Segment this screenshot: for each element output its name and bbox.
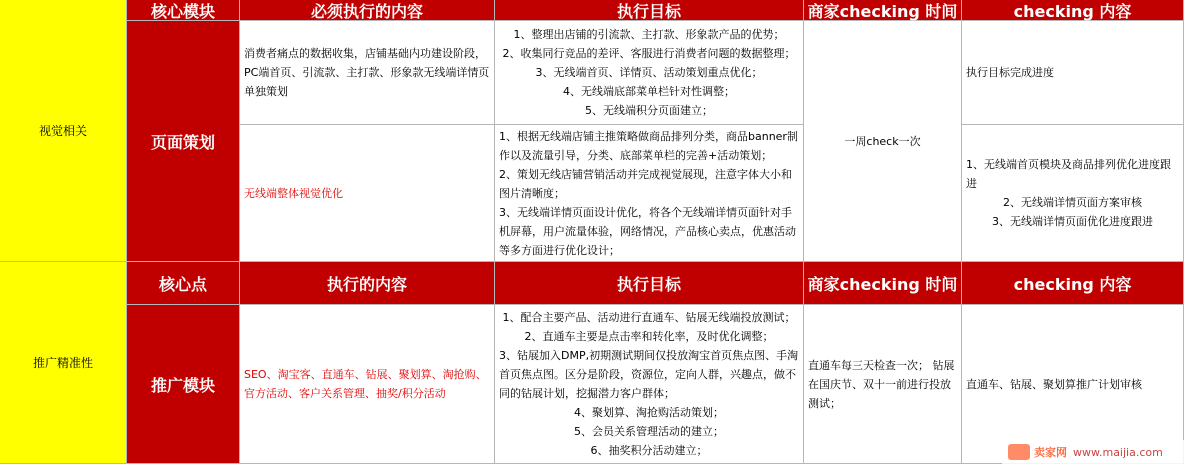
header-execution-goal-2: [495, 262, 804, 305]
row2-check-content: [962, 125, 1184, 262]
category-visual-label: 视觉相关: [38, 124, 87, 138]
goal-item: 1、整理出店铺的引流款、主打款、形象款产品的优势；: [513, 28, 785, 41]
goal-item: 3、无线端详情页面设计优化，将各个无线端详情页面针对手机屏幕，用户流量体验，网络情况，产品核心卖点，优惠活动等多方面进行优化设计；: [499, 205, 796, 257]
category-visual: [0, 0, 127, 262]
row1-content: [240, 21, 495, 125]
promotion-checking-time: [804, 305, 962, 464]
goal-item: 1、根据无线端店铺主推策略做商品排列分类，商品banner制作以及流量引导，分类、底部菜单栏的完善+活动策划；: [499, 129, 798, 162]
header-core-module: [127, 0, 240, 21]
header-core-module-label: 核心模块: [150, 1, 215, 21]
category-promotion: [0, 262, 127, 464]
header-core-point-label: 核心点: [158, 274, 207, 294]
module-promotion-label: 推广模块: [150, 375, 215, 395]
module-promotion: [127, 305, 240, 464]
checking-time-weekly-text: 一周check一次: [844, 134, 921, 148]
header-core-point: [127, 262, 240, 305]
header-checking-content: [962, 0, 1184, 21]
goal-item: 3、钻展加入DMP,初期测试期间仅投放淘宝首页焦点图、手淘首页焦点图。区分是阶段，资源位，定向人群，兴趣点，做不同的钻展计划，挖掘潜力客户群体；: [499, 349, 799, 400]
goal-item: 2、直通车主要是点击率和转化率，及时优化调整；: [524, 330, 774, 343]
row2-content: [240, 125, 495, 262]
checking-time-weekly: [804, 21, 962, 262]
row2-content-text: 无线端整体视觉优化: [244, 186, 343, 200]
promotion-checking-time-text: 直通车每三天检查一次； 钻展在国庆节、双十一前进行投放测试；: [808, 358, 955, 410]
promotion-content: [240, 305, 495, 464]
header-execute-content-label: 执行的内容: [326, 274, 407, 294]
header-checking-time-2: [804, 262, 962, 305]
check-item: 1、无线端首页模块及商品排列优化进度跟进: [966, 158, 1171, 190]
goal-item: 4、聚划算、淘抢购活动策划；: [574, 406, 724, 419]
header-required-content-label: 必须执行的内容: [310, 1, 423, 21]
category-promotion-label: 推广精准性: [32, 356, 93, 370]
promotion-content-text: SEO、淘宝客、直通车、钻展、聚划算、淘抢购、官方活动、客户关系管理、抽奖/积分活动: [244, 368, 487, 400]
row1-check-content: [962, 21, 1184, 125]
promotion-check-content-text: 直通车、钻展、聚划算推广计划审核: [966, 377, 1142, 391]
goal-item: 2、收集同行竞品的差评、客服进行消费者问题的数据整理；: [502, 47, 796, 60]
header-checking-content-label: checking 内容: [1013, 1, 1132, 21]
header-execute-content: [240, 262, 495, 305]
row2-goals: [495, 125, 804, 262]
goal-item: 2、策划无线店铺营销活动并完成视觉展现，注意字体大小和图片清晰度；: [499, 167, 792, 200]
goal-item: 4、无线端底部菜单栏针对性调整；: [563, 85, 735, 98]
goal-item: 5、会员关系管理活动的建立；: [574, 425, 724, 438]
header-execution-goal-2-label: 执行目标: [616, 274, 681, 294]
row1-content-text: 消费者痛点的数据收集，店铺基础内功建设阶段，PC端首页、引流款、主打款、形象款无线端详情页单独策划: [244, 47, 490, 98]
watermark-brand: 卖家网: [1034, 446, 1067, 459]
goal-item: 1、配合主要产品、活动进行直通车、钻展无线端投放测试；: [502, 311, 796, 324]
goal-item: 3、无线端首页、详情页、活动策划重点优化；: [535, 66, 763, 79]
header-checking-time-2-label: 商家checking 时间: [807, 274, 958, 294]
header-checking-content-2-label: checking 内容: [1013, 274, 1132, 294]
module-page-planning-label: 页面策划: [150, 132, 215, 152]
watermark-url: www.maijia.com: [1073, 445, 1163, 459]
module-page-planning: [127, 21, 240, 262]
header-checking-time-label: 商家checking 时间: [807, 1, 958, 21]
goal-item: 6、抽奖积分活动建立；: [590, 444, 708, 457]
promotion-goals: [495, 305, 804, 464]
check-item: 3、无线端详情页面优化进度跟进: [992, 215, 1153, 228]
header-checking-time: [804, 0, 962, 21]
row1-goals: [495, 21, 804, 125]
maijia-logo-icon: [1008, 444, 1030, 460]
check-item: 2、无线端详情页面方案审核: [1003, 196, 1142, 209]
header-checking-content-2: [962, 262, 1184, 305]
row1-check-content-text: 执行目标完成进度: [966, 66, 1054, 79]
header-required-content: [240, 0, 495, 21]
header-execution-goal-label: 执行目标: [616, 1, 681, 21]
header-execution-goal: [495, 0, 804, 21]
watermark: [1002, 440, 1184, 464]
goal-item: 5、无线端积分页面建立；: [585, 104, 713, 117]
